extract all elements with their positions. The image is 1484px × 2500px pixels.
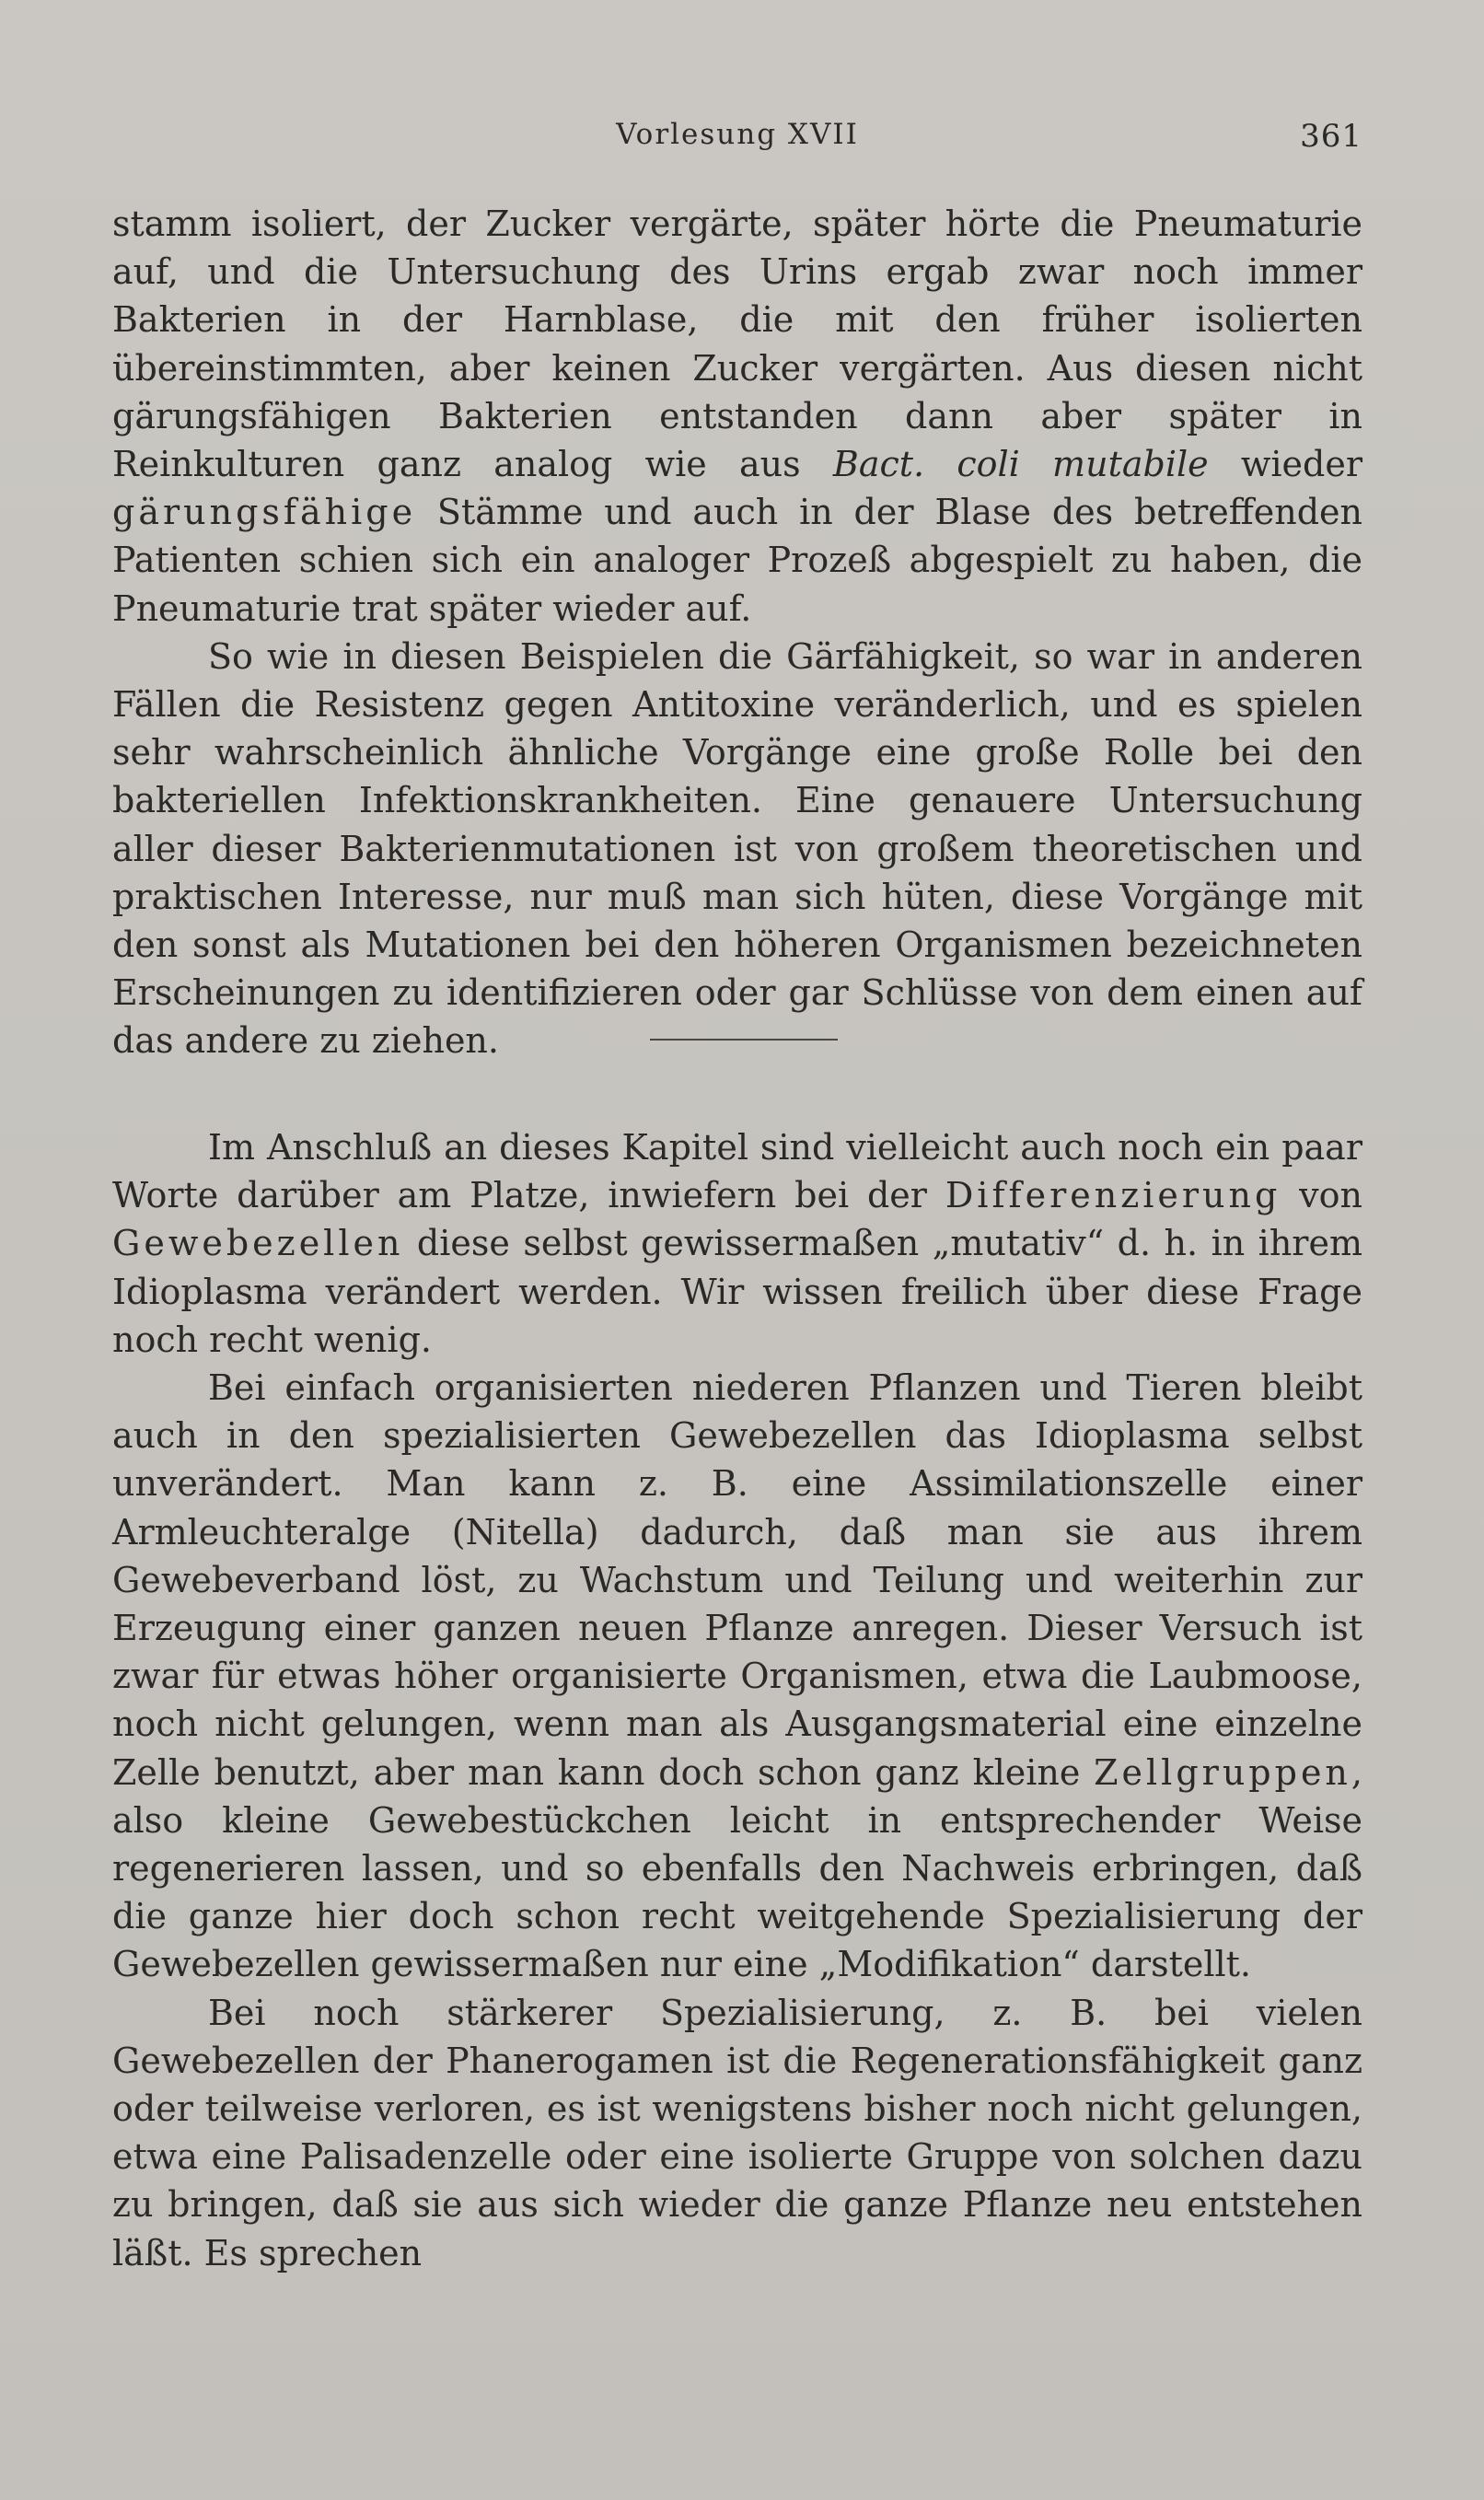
paragraph-continued	[112, 200, 1362, 633]
page-header	[112, 118, 1362, 160]
page-number: 361	[1300, 118, 1362, 155]
paragraph	[112, 1123, 1362, 1364]
paragraph: So wie in diesen Beispielen die Gärfähigkeit, so war in anderen Fällen die Resistenz gegen Antitoxine veränderlich, und es spielen sehr wahrscheinlich ähnliche Vorgänge eine große Rolle bei den bakteriellen Infektionskrankheiten. Eine genauere Untersuchung aller dieser Bakterienmutationen ist von großem theoretischen und praktischen Interesse, nur muß man sich hüten, diese Vorgänge mit den sonst als Mutationen bei den höheren Organismen bezeichneten Erscheinungen zu identifizieren oder gar Schlüsse von dem einen auf das andere zu ziehen.	[112, 635, 1362, 1062]
text-run: Bei einfach organisierten niederen Pflanzen und Tieren bleibt auch in den spezialisierten Gewebezellen das Idioplasma selbst unverändert. Man kann z. B. eine Assimilationszelle einer Armleuchteralge (Nitella) dadurch, daß man sie aus ihrem Gewebeverband löst, zu Wachstum und Teilung und weiterhin zur Erzeugung einer ganzen neuen Pflanze anregen. Dieser Versuch ist zwar für etwas höher organisierte Organismen, etwa die Laubmoose, noch nicht gelungen, wenn man als Ausgangsmaterial eine einzelne Zelle benutzt, aber man kann doch schon ganz kleine	[112, 1367, 1362, 1793]
running-title: Vorlesung XVII	[616, 118, 859, 151]
paragraph	[112, 1364, 1362, 1989]
emphasis-spaced: Differenzierung	[945, 1175, 1281, 1216]
text-run: stamm isoliert, der Zucker vergärte, später hörte die Pneumaturie auf, und die Untersuchung des Urins ergab zwar noch immer Bakterien in der Harnblase, die mit den früher isolierten übereinstimmten, aber keinen Zucker vergärten. Aus diesen nicht gärungsfähigen Bakterien entstanden dann aber später in Reinkulturen ganz analog wie aus	[112, 203, 1362, 485]
text-run: , also kleine Gewebestückchen leicht in entsprechender Weise regenerieren lassen, und so ebenfalls den Nachweis erbringen, daß die ganze hier doch schon recht weitgehende Spezialisierung der Gewebezellen gewissermaßen nur eine „Modifikation“ darstellt.	[112, 1751, 1362, 1985]
species-name: Bact. coli mutabile	[832, 444, 1209, 485]
text-run: diese selbst gewissermaßen „mutativ“ d. h. in ihrem Idioplasma verändert werden. Wir wissen freilich über diese Frage noch recht wenig.	[112, 1223, 1362, 1360]
section-divider	[650, 1039, 838, 1041]
emphasis-spaced: Zellgruppen	[1094, 1751, 1351, 1793]
emphasis-spaced: gärungsfähige	[112, 492, 417, 533]
emphasis-spaced: Gewebezellen	[112, 1223, 404, 1264]
text-run: Stämme und auch in der Blase des betreffenden Patienten schien sich ein analoger Prozeß abgespielt zu haben, die Pneumaturie trat später wieder auf.	[112, 492, 1362, 629]
text-run: von	[1281, 1175, 1362, 1216]
text-block-lower	[112, 1123, 1362, 2277]
text-run: wieder	[1208, 444, 1362, 485]
text-run: Im Anschluß an dieses Kapitel sind vielleicht auch noch ein paar Worte darüber am Platze, inwiefern bei der	[112, 1127, 1362, 1216]
paragraph: Bei noch stärkerer Spezialisierung, z. B. bei vielen Gewebezellen der Phanerogamen ist die Regenerationsfähigkeit ganz oder teilweise verloren, es ist wenigstens bisher noch nicht gelungen, etwa eine Palisadenzelle oder eine isolierte Gruppe von solchen dazu zu bringen, daß sie aus sich wieder die ganze Pflanze neu entstehen läßt. Es sprechen	[112, 1992, 1362, 2273]
text-block-upper	[112, 200, 1362, 1065]
